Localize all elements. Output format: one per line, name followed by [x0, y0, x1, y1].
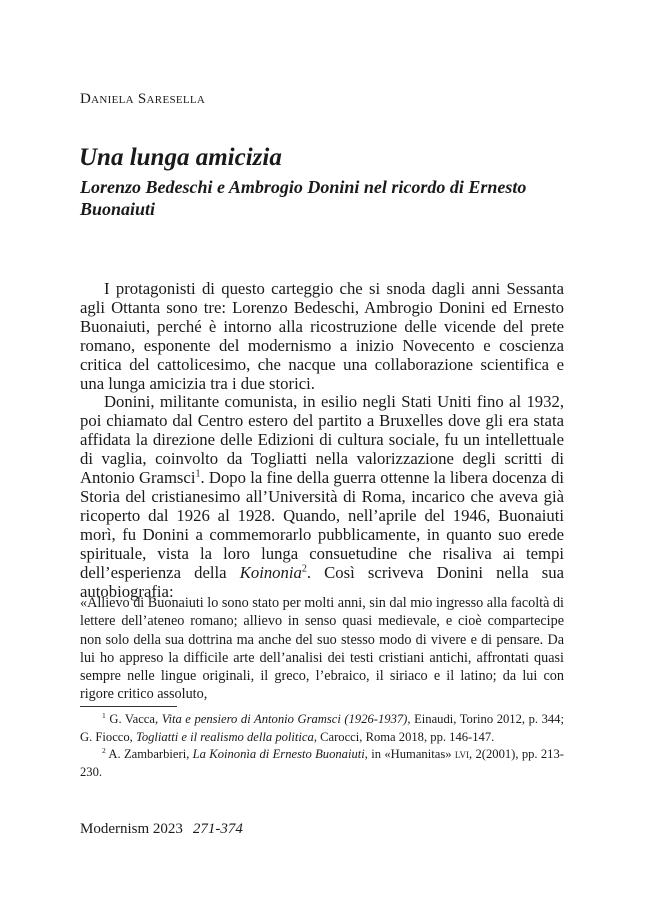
footnote-2 [80, 746, 564, 781]
article-body [80, 280, 564, 601]
footnote-1 [80, 711, 564, 746]
page-footer [80, 821, 243, 838]
koinonia-title: Koinonia [239, 562, 302, 582]
page-range: 271-374 [192, 821, 243, 837]
paragraph-2-part-a: Donini, militante comunista, in esilio negli Stati Uniti fino al 1932, poi chiamato dal Centro estero del partito a Bruxelles dove gli era stata affidata la direzione delle Edizioni di cultura sociale, fu un intellettuale di vaglia, coinvolto da Togliatti nella valorizzazione degli scritti di Antonio Gramsci [80, 392, 564, 488]
article-subtitle: Lorenzo Bedeschi e Ambrogio Donini nel ricordo di Ernesto Buonaiuti [80, 177, 527, 219]
journal-name: Modernism 2023 [80, 821, 183, 837]
footnotes [80, 711, 564, 781]
article-title: Una lunga amicizia [79, 144, 282, 171]
paragraph-2-part-b: . Dopo la fine della guerra ottenne la libera docenza di Storia del cristianesimo all’Università di Roma, incarico che aveva già ricoperto dal 1926 al 1928. Quando, nell’aprile del 1946, Buonaiuti morì, fu Donini a commemorarlo pubblicamente, in quanto suo erede spirituale, vista la loro lunga consuetudine che risaliva ai tempi dell’esperienza della [80, 468, 565, 582]
footnote-1-title-1: Vita e pensiero di Antonio Gramsci (1926-1937) [161, 712, 408, 726]
footnote-2-title: La Koinonìa di Ernesto Buonaiuti [192, 747, 365, 761]
footnote-1-number: 1 [102, 710, 106, 720]
footnote-2-citation: , in «Humanitas» [364, 747, 455, 761]
footnote-1-citation-2: , Carocci, Roma 2018, pp. 146-147. [313, 729, 495, 744]
block-quote: «Allievo di Buonaiuti lo sono stato per molti anni, sin dal mio ingresso alla facoltà di lettere dell’ateneo romano; allievo in senso quasi medievale, e cioè compartecipe non solo della sua dottrina ma anche del suo stesso modo di vivere e di pensare. Da lui ho appreso la difficile arte dell’analisi dei testi cristiani antichi, affrontati quasi sempre nelle lingue originali, il greco, l’ebraico, il siriaco e il latino; da lui con rigore critico assoluto, [80, 595, 564, 703]
footnote-1-title-2: Togliatti e il realismo della politica [135, 729, 314, 744]
author-name: Daniela Saresella [80, 91, 206, 107]
footnote-2-author: A. Zambarbieri, [108, 747, 193, 761]
footnote-1-citation-1: , Einaudi, Torino 2012, p. 344; G. Fiocco, [80, 712, 564, 744]
footnote-2-number: 2 [102, 745, 106, 755]
paragraph-2-part-c: . Così scriveva Donini nella sua autobiografia: [80, 562, 564, 601]
footnote-divider [80, 706, 177, 707]
body-paragraph-1: I protagonisti di questo carteggio che si snoda dagli anni Sessanta agli Ottanta sono tre: Lorenzo Bedeschi, Ambrogio Donini ed Ernesto Buonaiuti, perché è intorno alla ricostruzione delle vicende del prete romano, esponente del modernismo a inizio Novecento e coscienza critica del cattolicesimo, che nacque una collaborazione scientifica e una lunga amicizia tra i due storici. [80, 279, 564, 393]
body-paragraph-2 [80, 393, 564, 601]
footnote-ref-1[interactable]: 1 [195, 468, 201, 480]
footnote-2-volume: lvi [454, 747, 470, 761]
footnote-1-author: G. Vacca, [109, 712, 162, 726]
footnote-ref-2[interactable]: 2 [301, 563, 307, 575]
footnote-2-pages: , 2(2001), pp. 213-230. [80, 747, 564, 779]
